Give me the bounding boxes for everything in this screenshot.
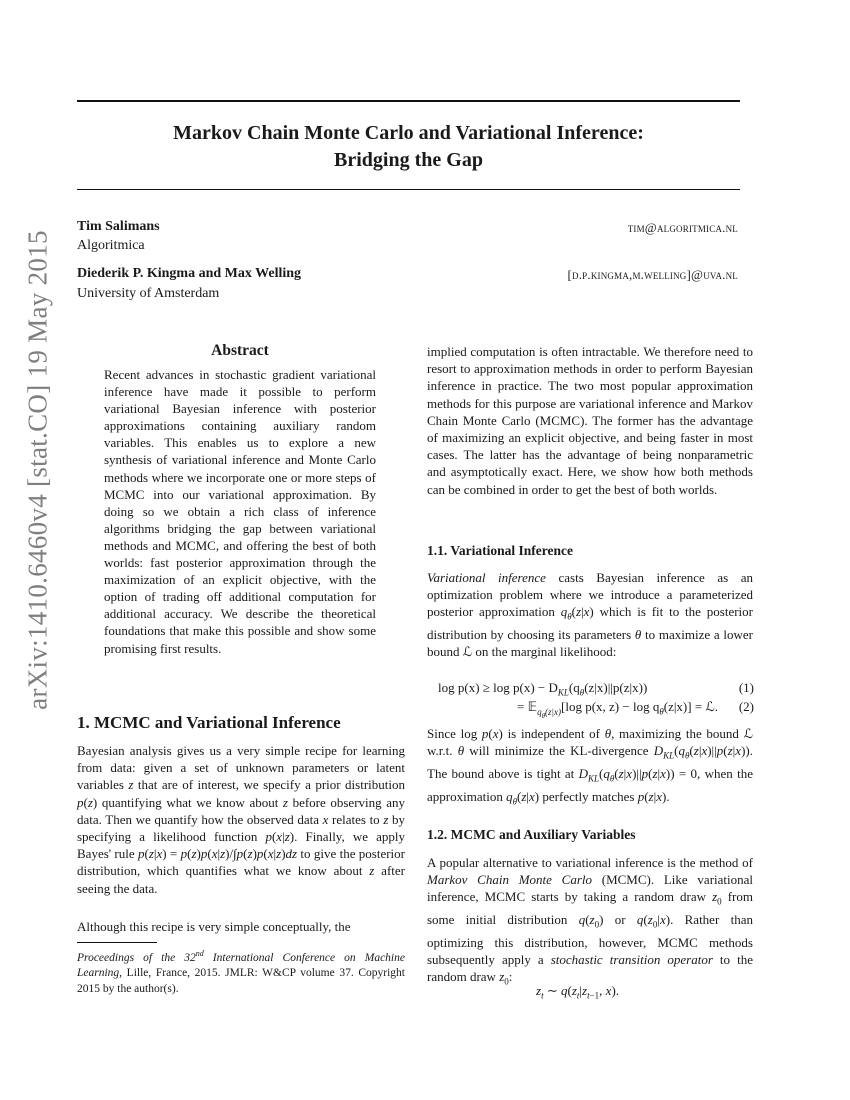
equation-1: $\log p(x) \ge \log p(x) - D_{KL}(q_\theta(z|x)||p(z|x))$: [438, 680, 648, 698]
subsection-1-1-heading: 1.1. Variational Inference: [427, 543, 573, 558]
mcmc-paragraph: A popular alternative to variational inference is the method of Markov Chain Monte Carlo (MCMC). Like variational inference, MCMC starts by taking a random draw $z_0$ from some initial distribution $q(z_0)$ or $q(z_0|x)$. Rather than optimizing this distribution, however, MCMC methods subsequently apply a stochastic transition operator to the random draw $z_0$:: [427, 855, 754, 987]
right-paragraph-intro: implied computation is often intractable. We therefore need to resort to approximation methods in order to perform Bayesian inference in practice. The two most popular approximation methods for this purpose are variational inference and Markov Chain Monte Carlo (MCMC). The former has the advantage of maximizing an explicit objective, and being faster in most cases. The latter has the advantage of being nonparametric and asymptotically exact. Here, we show how both methods can be combined in order to get the best of both worlds.: [427, 344, 753, 497]
vi-paragraph: Variational inference casts Bayesian inference as an optimization problem where we introduce a parameterized posterior approximation $q_\theta(z|x)$ which is fit to the posterior distribution by choosing its parameters θ to maximize a lower bound ℒ on the marginal likelihood:: [427, 570, 754, 660]
paper-title: [77, 120, 740, 174]
equation-2: = 𝔼$_{q_\theta(z|x)}$[log p(x, $z) - \log q_\theta(z|x)$] = ℒ.: [517, 699, 719, 720]
author-1-name: Tim Salimans: [77, 219, 160, 234]
title-rule: [77, 189, 740, 190]
author-2-affiliation: University of Amsterdam: [77, 286, 220, 301]
equation-3: $z_t$ ∼ $q(z_t|z_{t-1}$, x).: [536, 983, 620, 1001]
title-line-1: Markov Chain Monte Carlo and Variational Inference:: [173, 122, 644, 144]
footnote: Proceedings of the 32nd International Conference on Machine Learning, Lille, France, 2015. JMLR: W&CP volume 37. Copyright 2015 by the author(s).: [77, 949, 405, 995]
section-1-paragraph-2: Although this recipe is very simple conceptually, the: [77, 919, 351, 934]
abstract-text: Recent advances in stochastic gradient variational inference have made it possible to perform variational Bayesian inference with posterior approximations containing auxiliary random variables. This enables us to explore a new synthesis of variational inference and Monte Carlo methods where we incorporate one or more steps of MCMC into our variational approximation. By doing so we obtain a rich class of inference algorithms bridging the gap between variational methods and MCMC, and offering the best of both worlds: fast posterior approximation through the maximization of an explicit objective, with the option of trading off additional computation for additional accuracy. We describe the theoretical foundations that make this possible and show some promising first results.: [104, 367, 376, 656]
author-2-name: Diederik P. Kingma and Max Welling: [77, 266, 302, 281]
section-1-heading: 1. MCMC and Variational Inference: [77, 713, 341, 732]
equation-1-number: (1): [738, 680, 754, 695]
footnote-rule: [77, 942, 157, 943]
subsection-1-2-heading: 1.2. MCMC and Auxiliary Variables: [427, 827, 636, 842]
title-line-2: Bridging the Gap: [334, 149, 483, 171]
author-2-email[interactable]: [d.p.kingma,m.welling]@uva.nl: [567, 267, 738, 282]
top-rule: [77, 100, 740, 102]
author-1-email[interactable]: tim@algoritmica.nl: [627, 220, 738, 235]
author-1-affiliation: Algoritmica: [77, 238, 145, 253]
arxiv-stamp: [8, 230, 68, 710]
section-1-paragraph-1: Bayesian analysis gives us a very simple recipe for learning from data: given a set of unknown parameters or latent variables z that are of interest, we specify a prior distribution p(z) quantifying what we know about z before observing any data. Then we quantify how the observed data x relates to z by specifying a likelihood function p(x|z). Finally, we apply Bayes' rule p(z|x) = p(z)p(x|z)/∫p(z)p(x|z)dz to give the posterior distribution, which quantifies what we know about z after seeing the data.: [77, 743, 405, 896]
arxiv-identifier: arXiv:1410.6460v4 [stat.CO] 19 May 2015: [22, 230, 53, 710]
since-paragraph: Since log p(x) is independent of θ, maximizing the bound ℒ w.r.t. θ will minimize the KL-divergence $D_{KL}(q_\theta(z|x)||p(z|x))$. The bound above is tight at $D_{KL}(q_\theta(z|x)||p(z|x)) = 0$, when the approximation $q_\theta(z|x)$ perfectly matches p(z|x).: [427, 726, 753, 807]
abstract-heading: Abstract: [211, 342, 269, 359]
equation-2-number: (2): [738, 699, 754, 714]
